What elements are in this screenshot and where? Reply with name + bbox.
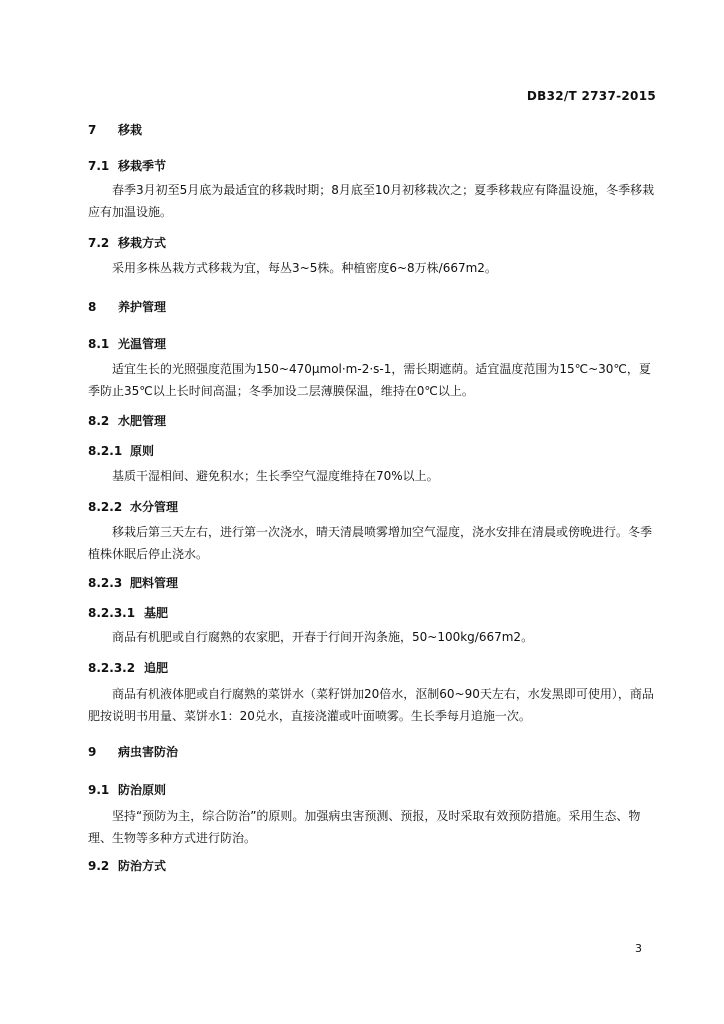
heading-title: 防治原则 — [118, 783, 167, 797]
heading-number: 8.2 — [88, 414, 110, 428]
heading-8-2-3 — [88, 574, 178, 591]
heading-8-2-1 — [88, 442, 154, 459]
paragraph-7-2: 采用多株丛栽方式移栽为宜，每丛3~5株。种植密度6~8万株/667m2。 — [112, 261, 497, 275]
heading-title: 移栽 — [118, 123, 143, 137]
heading-title: 防治方式 — [118, 859, 167, 873]
heading-number: 8 — [88, 300, 97, 314]
heading-title: 养护管理 — [118, 300, 167, 314]
heading-number: 7.1 — [88, 159, 110, 173]
heading-8-2 — [88, 412, 166, 429]
paragraph-7-1: 春季3月初至5月底为最适宜的移栽时期；8月底至10月初移栽次之；夏季移栽应有降温设施，冬季移栽应有加温设施。 — [88, 183, 655, 219]
heading-number: 7.2 — [88, 236, 110, 250]
heading-9-2 — [88, 857, 166, 874]
heading-number: 9 — [88, 745, 97, 759]
paragraph-9-1: 坚持“预防为主，综合防治”的原则。加强病虫害预测、预报，及时采取有效预防措施。采用生态、物理、生物等多种方式进行防治。 — [88, 809, 641, 845]
heading-9-1 — [88, 781, 166, 798]
heading-8-1 — [88, 335, 166, 352]
heading-title: 肥料管理 — [130, 576, 179, 590]
heading-8-2-3-2 — [88, 659, 168, 676]
heading-8-2-3-1 — [88, 604, 168, 621]
paragraph-8-2-3-2: 商品有机液体肥或自行腐熟的菜饼水（菜籽饼加20倍水，沤制60~90天左右，水发黑即可使用），商品肥按说明书用量、菜饼水1：20兑水，直接浇灌或叶面喷雾。生长季每月追施一次。 — [88, 687, 654, 723]
heading-8 — [88, 298, 166, 315]
paragraph-8-2-1: 基质干湿相间、避免积水；生长季空气湿度维持在70%以上。 — [112, 469, 439, 483]
heading-title: 水分管理 — [130, 500, 179, 514]
heading-title: 移栽方式 — [118, 236, 167, 250]
heading-number: 8.2.3.2 — [88, 661, 136, 675]
heading-7 — [88, 121, 142, 138]
heading-title: 病虫害防治 — [118, 745, 179, 759]
heading-number: 9.1 — [88, 783, 110, 797]
heading-number: 9.2 — [88, 859, 110, 873]
heading-9 — [88, 743, 178, 760]
standard-code: DB32/T 2737-2015 — [526, 89, 656, 103]
heading-7-2 — [88, 234, 166, 251]
page-number: 3 — [635, 942, 642, 955]
heading-number: 8.2.1 — [88, 444, 123, 458]
heading-8-2-2 — [88, 498, 178, 515]
paragraph-8-2-2: 移栽后第三天左右，进行第一次浇水，晴天清晨喷雾增加空气湿度，浇水安排在清晨或傍晚进行。冬季植株休眠后停止浇水。 — [88, 525, 653, 561]
heading-number: 8.2.2 — [88, 500, 123, 514]
paragraph-8-1: 适宜生长的光照强度范围为150~470μmol·m-2·s-1，需长期遮荫。适宜温度范围为15℃~30℃，夏季防止35℃以上长时间高温；冬季加设二层薄膜保温，维持在0℃以上。 — [88, 362, 651, 398]
heading-title: 移栽季节 — [118, 159, 167, 173]
heading-title: 追肥 — [144, 661, 169, 675]
heading-title: 光温管理 — [118, 337, 167, 351]
heading-title: 水肥管理 — [118, 414, 167, 428]
heading-number: 8.1 — [88, 337, 110, 351]
heading-title: 基肥 — [144, 606, 169, 620]
paragraph-8-2-3-1: 商品有机肥或自行腐熟的农家肥，开春于行间开沟条施，50~100kg/667m2。 — [112, 630, 534, 644]
heading-7-1 — [88, 157, 166, 174]
heading-number: 8.2.3.1 — [88, 606, 136, 620]
heading-number: 8.2.3 — [88, 576, 123, 590]
heading-title: 原则 — [130, 444, 155, 458]
heading-number: 7 — [88, 123, 97, 137]
